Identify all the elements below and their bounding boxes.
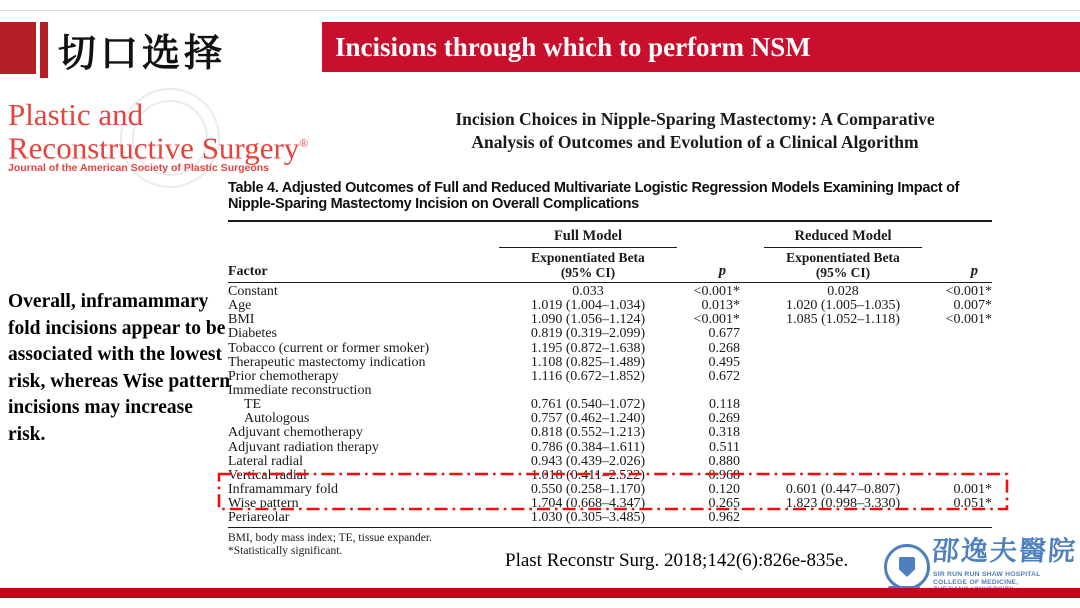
cell-full-beta: 0.550 (0.258–1.170)	[530, 481, 646, 497]
cell-full-beta: 1.108 (0.825–1.489)	[530, 354, 646, 370]
column-header-beta-reduced: Exponentiated Beta (95% CI)	[786, 250, 900, 280]
cell-spacer	[740, 426, 758, 440]
cell-full-p: 0.968	[708, 467, 740, 483]
table-caption-line2: Nipple-Sparing Mastectomy Incision on Overall Complications	[228, 196, 639, 212]
banner	[322, 22, 1080, 72]
table-row	[228, 370, 992, 384]
cell-factor: BMI	[228, 312, 255, 328]
cell-full-p: 0.672	[708, 368, 740, 384]
cell-reduced-p: <0.001*	[945, 284, 992, 299]
cell-factor: Prior chemotherapy	[228, 368, 339, 384]
table-row	[228, 412, 992, 426]
cell-reduced-p	[928, 426, 992, 440]
table-row	[228, 455, 992, 469]
cell-reduced-beta: 1.020 (1.005–1.035)	[785, 298, 901, 314]
cell-spacer	[740, 497, 758, 511]
cell-full-p: 0.268	[708, 340, 740, 356]
cell-factor: Periareolar	[228, 510, 290, 526]
cell-full-p: 0.265	[708, 496, 740, 512]
cell-full-beta: 1.019 (1.004–1.034)	[530, 298, 646, 314]
cell-full-p: 0.269	[708, 411, 740, 427]
bottom-red-bar	[0, 588, 1080, 598]
cell-reduced-beta	[758, 398, 928, 412]
cell-reduced-p: <0.001*	[945, 312, 992, 328]
cell-reduced-beta	[758, 327, 928, 341]
cell-reduced-p	[928, 412, 992, 426]
cell-spacer	[740, 483, 758, 497]
cell-full-p: 0.318	[708, 425, 740, 441]
table-row	[228, 426, 992, 440]
cell-spacer	[740, 370, 758, 384]
header-red-block	[0, 22, 36, 74]
commentary-text: Overall, inframammary fold incisions appear to be associated with the lowest risk, whereas Wise pattern incisions may increase risk.	[8, 291, 231, 445]
cell-spacer	[740, 299, 758, 313]
cell-full-beta: 1.704 (0.668–4.347)	[530, 496, 646, 512]
cell-full-beta: 1.116 (0.672–1.852)	[531, 368, 645, 384]
cell-reduced-p	[928, 370, 992, 384]
cell-full-beta: 0.033	[572, 284, 604, 299]
table-row	[228, 511, 992, 525]
cell-factor: Wise pattern	[228, 496, 299, 512]
table-column-header-row	[228, 248, 992, 283]
article-title-line1: Incision Choices in Nipple-Sparing Mastectomy: A Comparative	[455, 109, 935, 129]
cell-factor: Immediate reconstruction	[228, 382, 372, 398]
cell-reduced-beta	[758, 356, 928, 370]
cell-spacer	[740, 511, 758, 525]
cell-spacer	[740, 384, 758, 398]
cell-factor: Inframammary fold	[228, 481, 339, 497]
shield-icon	[899, 557, 915, 577]
cell-reduced-beta	[758, 441, 928, 455]
column-header-p-full: p	[718, 263, 726, 279]
cell-reduced-beta	[758, 455, 928, 469]
cell-reduced-beta	[758, 384, 928, 398]
cell-reduced-p	[928, 342, 992, 356]
group-header-reduced-model: Reduced Model	[764, 224, 922, 248]
cell-factor: Tobacco (current or former smoker)	[228, 340, 430, 356]
cell-full-p: 0.511	[709, 439, 740, 455]
table-row	[228, 398, 992, 412]
registered-mark-icon: ®	[299, 136, 309, 150]
column-header-factor: Factor	[228, 264, 268, 279]
cell-full-p: 0.677	[708, 326, 740, 342]
slide-top-border	[0, 10, 1080, 11]
cell-reduced-p	[928, 511, 992, 525]
journal-logo-line2: Reconstructive Surgery®	[8, 130, 309, 166]
cell-reduced-beta	[758, 426, 928, 440]
cell-spacer	[740, 441, 758, 455]
cell-factor: Diabetes	[228, 326, 277, 342]
cell-full-p: 0.013*	[701, 298, 740, 314]
cell-reduced-beta: 0.601 (0.447–0.807)	[785, 481, 901, 497]
banner-title: Incisions through which to perform NSM	[335, 32, 811, 62]
cell-full-p: 0.962	[708, 510, 740, 526]
cell-full-beta: 0.786 (0.384–1.611)	[531, 439, 645, 455]
cell-reduced-p: 0.051*	[953, 496, 992, 512]
cell-reduced-beta: 0.028	[827, 284, 859, 299]
cell-reduced-beta	[758, 469, 928, 483]
table-row	[228, 342, 992, 356]
cell-factor: Adjuvant radiation therapy	[228, 439, 379, 455]
cell-spacer	[740, 327, 758, 341]
cell-reduced-beta	[758, 511, 928, 525]
table-body	[228, 283, 992, 528]
group-header-full-model: Full Model	[499, 224, 677, 248]
cell-spacer	[740, 313, 758, 327]
journal-logo	[8, 97, 309, 175]
cell-reduced-p: 0.001*	[953, 481, 992, 497]
cell-spacer	[740, 398, 758, 412]
cell-spacer	[740, 342, 758, 356]
table-row	[228, 497, 992, 511]
cell-full-beta: 1.090 (1.056–1.124)	[530, 312, 646, 328]
table-row	[228, 384, 992, 398]
table-row	[228, 441, 992, 455]
cell-reduced-beta	[758, 370, 928, 384]
hospital-name-en-line1: SIR RUN RUN SHAW HOSPITAL	[933, 571, 1041, 578]
hospital-name-cn: 邵逸夫醫院	[930, 536, 1079, 566]
cell-spacer	[740, 469, 758, 483]
cell-full-beta: 1.018 (0.411–2.522)	[531, 467, 645, 483]
table-row	[228, 313, 992, 327]
table-caption	[228, 180, 998, 212]
cell-reduced-beta: 1.823 (0.998–3.330)	[785, 496, 901, 512]
cell-factor: Age	[228, 298, 252, 314]
cell-full-beta: 1.030 (0.305–3.485)	[530, 510, 646, 526]
cell-full-beta: 0.943 (0.439–2.026)	[530, 453, 646, 469]
cell-reduced-beta	[758, 342, 928, 356]
cell-factor: Vertical radial	[228, 467, 307, 483]
cell-reduced-p: 0.007*	[953, 298, 992, 314]
cell-reduced-p	[928, 327, 992, 341]
cell-reduced-p	[928, 398, 992, 412]
results-table	[228, 220, 992, 558]
cell-full-beta: 0.819 (0.319–2.099)	[530, 326, 646, 342]
table-row	[228, 285, 992, 299]
table-row	[228, 356, 992, 370]
cell-full-p: 0.495	[708, 354, 740, 370]
cell-spacer	[740, 285, 758, 299]
cell-full-beta	[493, 384, 683, 398]
cell-factor: TE	[244, 397, 262, 413]
cell-factor: Lateral radial	[228, 453, 304, 469]
cell-full-beta: 0.757 (0.462–1.240)	[530, 411, 646, 427]
header-red-bar	[40, 22, 48, 78]
article-title-line2: Analysis of Outcomes and Evolution of a Clinical Algorithm	[471, 131, 919, 152]
table-row	[228, 299, 992, 313]
cell-full-p: 0.118	[709, 397, 740, 413]
journal-logo-tagline: Journal of the American Society of Plastic Surgeons	[8, 162, 270, 175]
cell-factor: Constant	[228, 284, 278, 299]
table-footnote-abbrev: BMI, body mass index; TE, tissue expander.	[228, 532, 432, 545]
table-footnote-significance: *Statistically significant.	[228, 545, 343, 558]
cell-factor: Autologous	[244, 411, 310, 427]
article-title	[395, 108, 995, 153]
table-caption-line1: Table 4. Adjusted Outcomes of Full and Reduced Multivariate Logistic Regression Models Examining Impact of	[228, 180, 960, 196]
cell-factor: Therapeutic mastectomy indication	[228, 354, 426, 370]
cell-full-p: 0.120	[708, 481, 740, 497]
cell-reduced-p	[928, 356, 992, 370]
cell-full-p: <0.001*	[693, 284, 740, 299]
journal-logo-line1: Plastic and	[8, 97, 144, 132]
citation-text: Plast Reconstr Surg. 2018;142(6):826e-835e.	[505, 550, 849, 571]
table-row	[228, 483, 992, 497]
column-header-beta-full: Exponentiated Beta (95% CI)	[531, 250, 645, 280]
cell-spacer	[740, 455, 758, 469]
table-row	[228, 327, 992, 341]
table-group-header-row	[228, 222, 992, 248]
cell-spacer	[740, 412, 758, 426]
cell-full-beta: 1.195 (0.872–1.638)	[530, 340, 646, 356]
cell-full-p: <0.001*	[693, 312, 740, 328]
cell-full-p: 0.880	[708, 453, 740, 469]
cell-reduced-beta: 1.085 (1.052–1.118)	[786, 312, 900, 328]
cell-reduced-beta	[758, 412, 928, 426]
cell-spacer	[740, 356, 758, 370]
cell-factor: Adjuvant chemotherapy	[228, 425, 363, 441]
cell-full-p	[683, 384, 740, 398]
cell-full-beta: 0.761 (0.540–1.072)	[530, 397, 646, 413]
column-header-p-reduced: p	[970, 263, 978, 279]
cell-reduced-p	[928, 455, 992, 469]
table-row	[228, 469, 992, 483]
cell-full-beta: 0.818 (0.552–1.213)	[530, 425, 646, 441]
cell-reduced-p	[928, 384, 992, 398]
hospital-emblem-icon	[884, 544, 930, 590]
cell-reduced-p	[928, 441, 992, 455]
section-title-cn: 切口选择	[58, 33, 227, 75]
hospital-name-en-line2: COLLEGE OF MEDICINE,	[933, 578, 1019, 586]
cell-reduced-p	[928, 469, 992, 483]
